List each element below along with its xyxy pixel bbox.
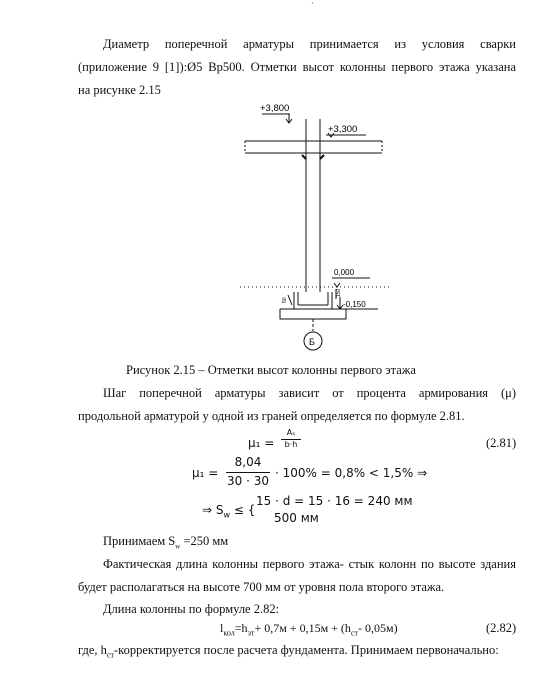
- eq281-lhs: μ₁ =: [248, 436, 275, 450]
- level-minus0150-label: -0,150: [343, 300, 366, 309]
- dim-150-label: 150: [336, 288, 342, 297]
- dim-50-label: 50: [282, 297, 288, 303]
- eq282-number: (2.82): [486, 621, 517, 635]
- header-dot: ·: [311, 0, 314, 8]
- last-line: где, $h_{ст}$-корректируется после расчета фундамента. Принимаем первоначально:: [78, 643, 499, 660]
- para1-line2: (приложение 9 [1]):Ø5 Вр500. Отметки высот колонны первого этажа указана: [78, 60, 516, 74]
- eq281-number: (2.81): [486, 436, 517, 450]
- para3-line1: Фактическая длина колонны первого этажа- стык колонн по высоте здания: [103, 557, 516, 571]
- eq-mu-lhs: μ₁ =: [192, 466, 219, 480]
- eq-mu-numerator: 8,04: [234, 455, 262, 469]
- eq-mu-denominator: 30 · 30: [227, 474, 269, 488]
- level-3800-label: +3,800: [260, 103, 290, 114]
- eq-sw-case2: 500 мм: [274, 511, 319, 525]
- eq282-formula: $l_{кол}=h_{эт}+ 0,7м + 0,15м + (h_{ст}-$ 0,05м): [220, 621, 398, 638]
- para3-line2: будет располагаться на высоте 700 мм от уровня пола второго этажа.: [78, 580, 445, 594]
- para4-line1: Длина колонны по формуле 2.82:: [103, 602, 280, 616]
- eq281-denominator: b·h: [284, 440, 298, 449]
- axis-b-label: Б: [309, 337, 315, 347]
- eq-sw-lhs: ⇒ $S_w$ ≤ {: [202, 503, 256, 520]
- para1-line1: Диаметр поперечной арматуры принимается из условия сварки: [103, 37, 516, 51]
- accept-line: Принимаем $S_w =250$ мм: [103, 534, 229, 551]
- para1-line3: на рисунке 2.15: [78, 83, 161, 97]
- level-0000-label: 0,000: [334, 268, 355, 277]
- para2-line1: Шаг поперечной арматуры зависит от процента армирования (μ): [103, 386, 516, 400]
- column-elevation-figure: [240, 97, 390, 355]
- eq281-numerator: Aₛ: [286, 428, 296, 437]
- level-3300-label: +3,300: [328, 124, 358, 135]
- figure-caption: Рисунок 2.15 – Отметки высот колонны первого этажа: [126, 363, 416, 377]
- eq-mu-fraction-bar: [226, 472, 270, 473]
- eq-sw-case1: 15 · d = 15 · 16 = 240 мм: [256, 494, 413, 508]
- eq-mu-rest: · 100% = 0,8% < 1,5% ⇒: [275, 466, 428, 480]
- para2-line2: продольной арматурой у одной из граней определяется по формуле 2.81.: [78, 409, 465, 423]
